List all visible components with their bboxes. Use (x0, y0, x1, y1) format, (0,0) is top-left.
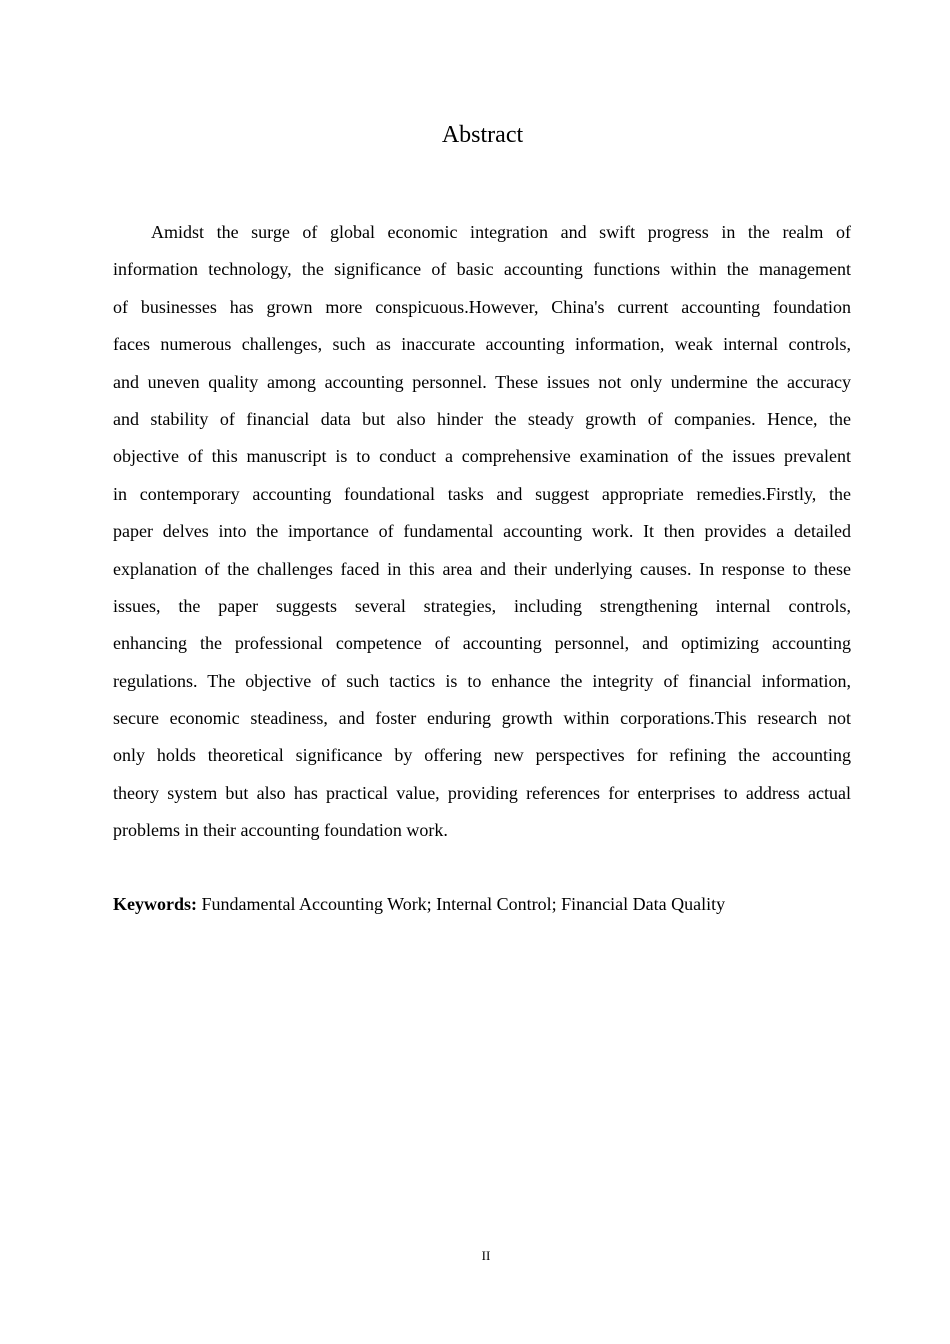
keywords-label: Keywords: (113, 894, 197, 914)
page-number: II (481, 1248, 491, 1263)
abstract-line: explanation of the challenges faced in this area and their underlying causes. In response to these (113, 558, 851, 579)
abstract-line: only holds theoretical significance by offering new perspectives for refining the accounting (113, 745, 851, 766)
page-title: Abstract (441, 122, 524, 148)
abstract-line: of businesses has grown more conspicuous.However, China's current accounting foundation (113, 296, 851, 317)
abstract-line: issues, the paper suggests several strategies, including strengthening internal controls, (113, 595, 851, 616)
abstract-line: in contemporary accounting foundational tasks and suggest appropriate remedies.Firstly, the (113, 483, 851, 504)
abstract-line: paper delves into the importance of fundamental accounting work. It then provides a detailed (113, 521, 851, 542)
abstract-line: Amidst the surge of global economic integration and swift progress in the realm of (151, 222, 851, 242)
abstract-line: enhancing the professional competence of accounting personnel, and optimizing accounting (113, 633, 851, 654)
keywords-text: Fundamental Accounting Work; Internal Control; Financial Data Quality (197, 894, 726, 914)
abstract-line: and stability of financial data but also hinder the steady growth of companies. Hence, the (113, 408, 851, 429)
abstract-line: information technology, the significance of basic accounting functions within the management (113, 259, 851, 280)
abstract-line: theory system but also has practical value, providing references for enterprises to address actual (113, 782, 851, 803)
abstract-line: and uneven quality among accounting personnel. These issues not only undermine the accuracy (113, 371, 851, 392)
abstract-line: objective of this manuscript is to conduct a comprehensive examination of the issues prevalent (113, 446, 851, 467)
keywords (113, 890, 725, 918)
abstract-line: problems in their accounting foundation work. (113, 820, 448, 841)
abstract-line: regulations. The objective of such tactics is to enhance the integrity of financial information, (113, 670, 851, 691)
abstract-line: faces numerous challenges, such as inaccurate accounting information, weak internal controls, (113, 334, 851, 355)
abstract-paragraph (113, 218, 851, 854)
abstract-line: secure economic steadiness, and foster enduring growth within corporations.This research not (113, 708, 851, 729)
